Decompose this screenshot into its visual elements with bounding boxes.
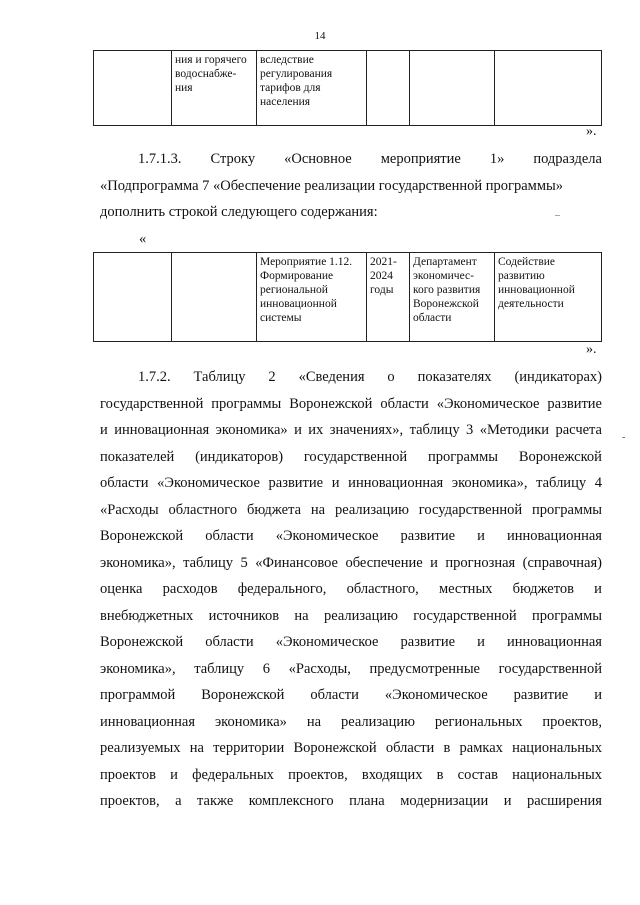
table-cell: вследствие регулирования тарифов для населения [257, 51, 367, 126]
word: проектов, [100, 793, 160, 809]
word: федерального, [237, 581, 327, 597]
table-row [94, 253, 602, 342]
paragraph-line [100, 682, 602, 709]
paragraph-line: государственной программы Воронежской области «Экономическое развитие [100, 395, 602, 412]
scan-dash-mark: – [555, 210, 560, 221]
table-cell [172, 253, 257, 342]
word: программы [428, 448, 498, 465]
word: «Экономическое [384, 687, 488, 703]
word: и [477, 528, 485, 544]
word: оценка [100, 581, 143, 597]
paragraph-line [100, 146, 602, 173]
scan-dash-mark: - [622, 432, 626, 443]
word: на [306, 713, 322, 730]
continued-table [93, 50, 602, 126]
paragraph-line: внебюджетных источников на реализацию государственной программы [100, 607, 602, 624]
word: Воронежской [201, 687, 285, 703]
word: «Экономическое [275, 528, 379, 544]
word: местных [438, 581, 493, 597]
word: расширения [527, 793, 602, 809]
paragraph-1-7-1-3 [100, 146, 602, 226]
word: 1» [489, 151, 505, 167]
word: развитие [400, 528, 456, 544]
word: региональных [434, 713, 523, 730]
paragraph-line: и инновационная экономика» и их значениях», таблицу 3 «Методики расчета [100, 422, 602, 438]
table-cell: ния и горячего водоснабже-ния [172, 51, 257, 126]
word: Воронежской [100, 634, 184, 650]
word: Воронежской [100, 528, 184, 544]
paragraph-1-7-2 [100, 364, 602, 815]
word: государственной [498, 660, 602, 677]
word: 1.7.1.3. [138, 151, 182, 167]
word: также [197, 793, 234, 809]
word: инновационная [506, 634, 602, 650]
word: показателях [417, 369, 492, 385]
word: реализацию [341, 713, 415, 730]
word: предусмотренные [369, 660, 480, 677]
word: (индикаторах) [514, 369, 602, 385]
word: модернизации [400, 793, 489, 809]
closing-quote-mark: ». [586, 124, 597, 139]
paragraph-line [100, 364, 602, 391]
word: 1.7.2. [138, 369, 171, 385]
word: и [594, 687, 602, 703]
paragraph-line: области «Экономическое развитие и инновационная экономика», таблицу 4 [100, 475, 602, 491]
paragraph-line [100, 709, 602, 736]
word: мероприятие [380, 151, 461, 167]
word: «Сведения [298, 369, 365, 385]
table-cell: Мероприятие 1.12. Формирование региональной инновационной системы [257, 253, 367, 342]
word: экономика» [214, 713, 287, 730]
word: области [205, 528, 254, 544]
word: а [175, 793, 182, 809]
word: проектов, [542, 713, 602, 730]
word: таблицу [194, 660, 245, 677]
table-cell: Департамент экономичес-кого развития Воронежской области [410, 253, 495, 342]
paragraph-line [100, 523, 602, 550]
word: Воронежской [518, 448, 602, 465]
word: «Экономическое [275, 634, 379, 650]
word: 6 [262, 660, 271, 677]
paragraph-line: экономика», таблицу 5 «Финансовое обеспечение и прогнозная (справочная) [100, 554, 602, 571]
word: 2 [268, 369, 276, 385]
paragraph-line: проектов и федеральных проектов, входящих в состав национальных [100, 766, 602, 783]
paragraph-line [100, 444, 602, 471]
word: плана [349, 793, 385, 809]
word: инновационная [100, 713, 196, 730]
word: государственной [303, 448, 408, 465]
word: и [503, 793, 512, 809]
word: и [477, 634, 485, 650]
table-cell: Содействие развитию инновационной деятельности [495, 253, 602, 342]
word: о [387, 369, 395, 385]
word: экономика», [100, 660, 176, 677]
paragraph-line: «Расходы областного бюджета на реализацию государственной программы [100, 501, 602, 518]
paragraph-line [100, 656, 602, 683]
word: показателей [100, 448, 175, 465]
word: инновационная [506, 528, 602, 544]
paragraph-line [100, 788, 602, 815]
table-cell [94, 51, 172, 126]
paragraph-line: дополнить строкой следующего содержания: [100, 204, 378, 220]
page-number: 14 [314, 30, 326, 42]
closing-quote-mark: ». [586, 342, 597, 357]
word: бюджетов [512, 581, 574, 597]
table-cell [410, 51, 495, 126]
word: развитие [513, 687, 569, 703]
word: комплексного [248, 793, 334, 809]
paragraph-line: «Подпрограмма 7 «Обеспечение реализации государственной программы» [100, 177, 563, 194]
word: (индикаторов) [195, 448, 284, 465]
word: подраздела [533, 151, 602, 167]
new-row-table [93, 252, 602, 342]
word: Строку [210, 151, 256, 167]
paragraph-line [100, 576, 602, 603]
word: «Расходы, [288, 660, 351, 677]
opening-quote-mark: « [139, 231, 147, 247]
table-cell [495, 51, 602, 126]
word: областного, [346, 581, 419, 597]
word: расходов [162, 581, 218, 597]
word: области [205, 634, 254, 650]
word: развитие [400, 634, 456, 650]
table-cell [94, 253, 172, 342]
word: «Основное [284, 151, 352, 167]
word: области [310, 687, 359, 703]
paragraph-line: реализуемых на территории Воронежской области в рамках национальных [100, 740, 602, 756]
word: Таблицу [193, 369, 246, 385]
word: программой [100, 687, 176, 703]
word: и [594, 581, 602, 597]
table-cell: 2021-2024 годы [367, 253, 410, 342]
table-row [94, 51, 602, 126]
paragraph-line [100, 629, 602, 656]
table-cell [367, 51, 410, 126]
